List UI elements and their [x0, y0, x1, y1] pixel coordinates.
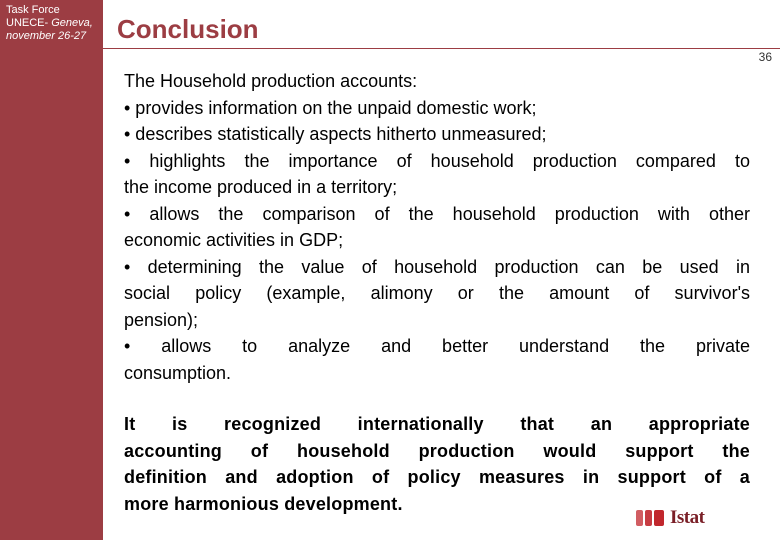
bullet-item: • describes statistically aspects hitherto unmeasured;: [124, 124, 547, 144]
title-divider: [103, 48, 780, 49]
bullet-item-continued: social policy (example, alimony or the amount of survivor's: [124, 283, 750, 303]
page-number: 36: [758, 50, 772, 64]
bullet-item-continued: pension);: [124, 309, 199, 330]
paragraph-conclusion: [124, 411, 750, 517]
bullet-item: • allows the comparison of the household production with other: [124, 203, 750, 224]
bullet-item-continued: the income produced in a territory;: [124, 177, 398, 197]
text-line: It is recognized internationally that an appropriate: [124, 414, 750, 434]
bullet-item-continued: economic activities in GDP;: [124, 230, 344, 250]
sidebar: [0, 0, 103, 540]
bullet-item-continued: consumption.: [124, 362, 232, 383]
istat-wordmark: Istat: [670, 507, 705, 528]
text-line: definition and adoption of policy measures in support of a: [124, 467, 750, 487]
bullet-item: • determining the value of household production can be used in: [124, 256, 750, 277]
bullet-item: • provides information on the unpaid domestic work;: [124, 97, 537, 118]
bullet-item: • highlights the importance of household production compared to: [124, 150, 750, 171]
event-caption-line3: november 26-27: [6, 30, 87, 42]
paragraph-accounts: [124, 68, 750, 386]
text-line: The Household production accounts:: [124, 71, 418, 91]
text-line: more harmonious development.: [124, 493, 403, 514]
bullet-item: • allows to analyze and better understand the private: [124, 336, 750, 356]
istat-mark-icon: [636, 510, 666, 526]
event-caption-line2: UNECE- Geneva,: [6, 17, 93, 29]
event-caption: [6, 4, 93, 43]
slide-title: Conclusion: [117, 14, 259, 44]
event-caption-line1: Task Force: [6, 4, 60, 16]
text-line: accounting of household production would support the: [124, 440, 750, 461]
